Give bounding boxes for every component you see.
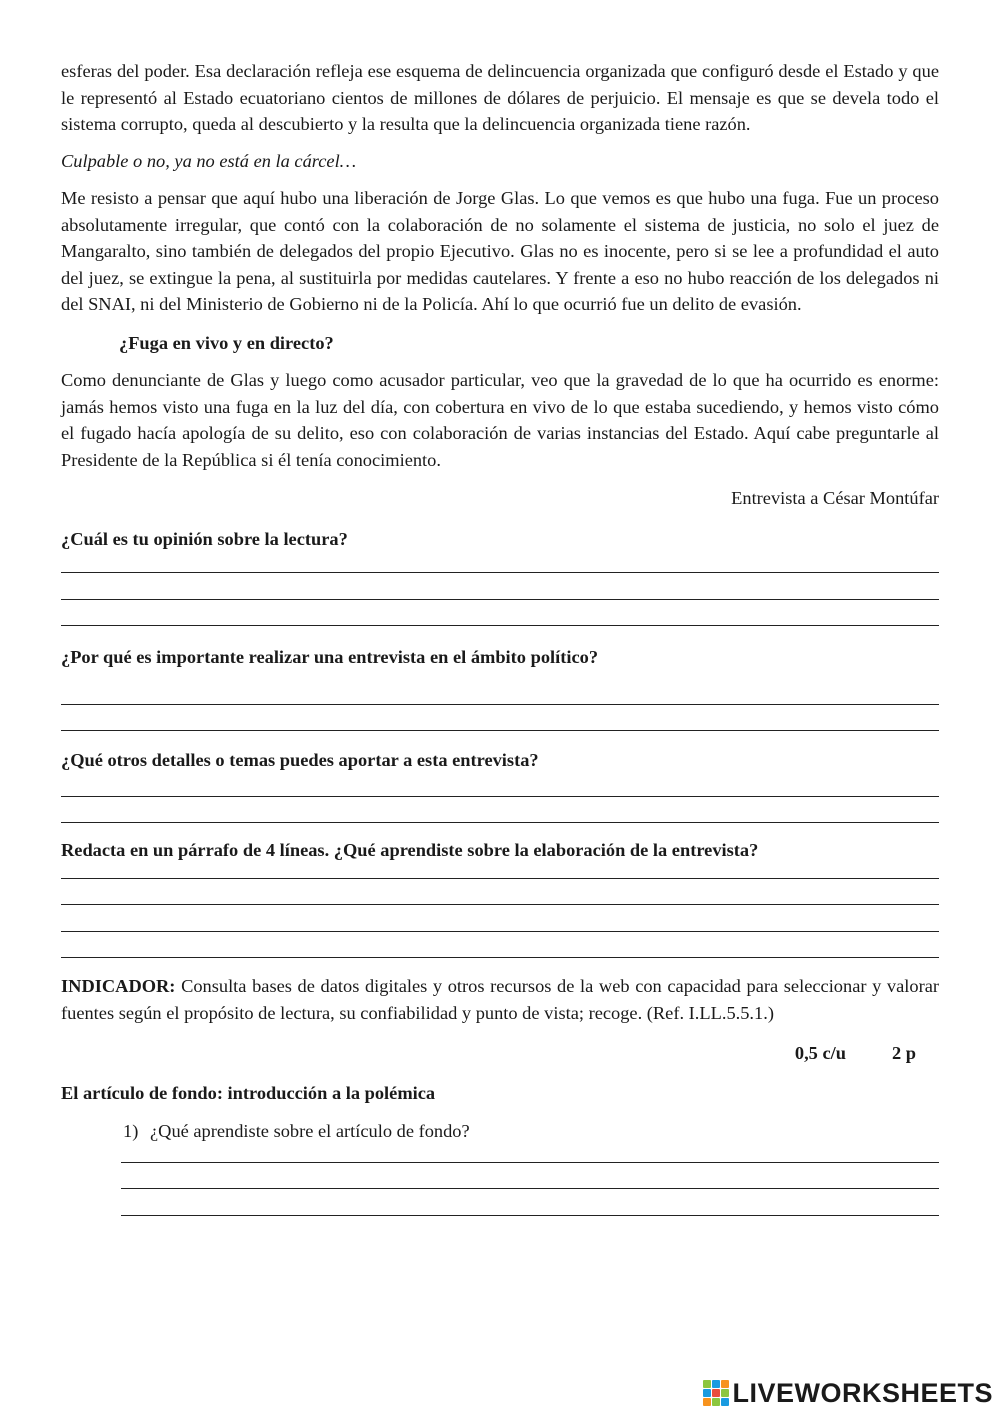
score-total: 2 p xyxy=(891,1043,916,1063)
answer-line[interactable] xyxy=(61,704,939,705)
liveworksheets-logo[interactable] xyxy=(703,1377,993,1409)
article-paragraph-2: Me resisto a pensar que aquí hubo una liberación de Jorge Glas. Lo que vemos es que hubo una fuga. Fue un proceso absolutamente irregular, que contó con la colaboración de no solamente el sistema de justicia, no solo el juez de Mangaralto, sino también de delegados del propio Ejecutivo. Glas no es inocente, pero si se lee a profundidad el auto del juez, se extingue la pena, al sustituirla por medidas cautelares. Y frente a eso no hubo reacción de los delegados ni del SNAI, ni del Ministerio de Gobierno ni de la Policía. Ahí lo que ocurrió fue un delito de evasión. xyxy=(61,188,939,314)
question-1: ¿Cuál es tu opinión sobre la lectura? xyxy=(61,528,348,549)
question-3: ¿Qué otros detalles o temas puedes aportar a esta entrevista? xyxy=(61,750,539,770)
interview-question-bold: ¿Fuga en vivo y en directo? xyxy=(119,332,334,353)
answer-area-section-1[interactable] xyxy=(61,1162,939,1216)
question-4: Redacta en un párrafo de 4 líneas. ¿Qué aprendiste sobre la elaboración de la entrevista? xyxy=(61,840,759,860)
answer-area-4[interactable] xyxy=(61,878,939,959)
article-attribution: Entrevista a César Montúfar xyxy=(731,488,939,508)
interview-question-italic: Culpable o no, ya no está en la cárcel… xyxy=(61,150,357,171)
brand-name: LIVEWORKSHEETS xyxy=(732,1377,993,1408)
answer-area-1[interactable] xyxy=(61,572,939,626)
liveworksheets-logo-icon xyxy=(703,1380,729,1406)
answer-line[interactable] xyxy=(61,796,939,797)
answer-line[interactable] xyxy=(61,730,939,731)
answer-line[interactable] xyxy=(61,878,939,879)
answer-line[interactable] xyxy=(61,572,939,573)
answer-line[interactable] xyxy=(61,625,939,626)
score-row xyxy=(61,1040,939,1067)
question-2: ¿Por qué es importante realizar una entrevista en el ámbito político? xyxy=(61,647,599,667)
answer-line[interactable] xyxy=(121,1188,939,1189)
answer-line[interactable] xyxy=(121,1162,939,1163)
indicator-text: Consulta bases de datos digitales y otros recursos de la web con capacidad para seleccionar y valorar fuentes según el propósito de lectura, su confiabilidad y punto de vista; recoge. (Ref. I.LL.5.5.1.) xyxy=(61,976,939,1023)
answer-line[interactable] xyxy=(61,904,939,905)
answer-line[interactable] xyxy=(61,822,939,823)
answer-line[interactable] xyxy=(121,1215,939,1216)
answer-line[interactable] xyxy=(61,599,939,600)
indicator-paragraph xyxy=(61,973,939,1026)
article-paragraph-1: esferas del poder. Esa declaración refleja ese esquema de delincuencia organizada que configuró desde el Estado y que le representó al Estado ecuatoriano cientos de millones de dólares de perjuicio. El mensaje es que se devela todo el sistema corrupto, queda al descubierto y la resulta que la delincuencia organizada tiene razón. xyxy=(61,61,939,134)
list-item-text: ¿Qué aprendiste sobre el artículo de fondo? xyxy=(150,1121,470,1141)
score-per-item: 0,5 c/u xyxy=(794,1043,846,1063)
list-item-number: 1) xyxy=(123,1121,139,1141)
answer-line[interactable] xyxy=(61,931,939,932)
worksheet-page xyxy=(61,58,939,1216)
answer-area-2[interactable] xyxy=(61,704,939,732)
indicator-label: INDICADOR: xyxy=(61,976,176,996)
list-item-1 xyxy=(61,1118,939,1145)
answer-line[interactable] xyxy=(61,957,939,958)
article-paragraph-3: Como denunciante de Glas y luego como acusador particular, veo que la gravedad de lo que ha ocurrido es enorme: jamás hemos visto una fuga en la luz del día, con cobertura en vivo de lo que estaba sucediendo, y hemos visto cómo el fugado hacía apología de su delito, eso con colaboración de varias instancias del Estado. Aquí cabe preguntarle al Presidente de la República si él tenía conocimiento. xyxy=(61,370,939,470)
section-title: El artículo de fondo: introducción a la polémica xyxy=(61,1082,436,1103)
answer-area-3[interactable] xyxy=(61,796,939,824)
